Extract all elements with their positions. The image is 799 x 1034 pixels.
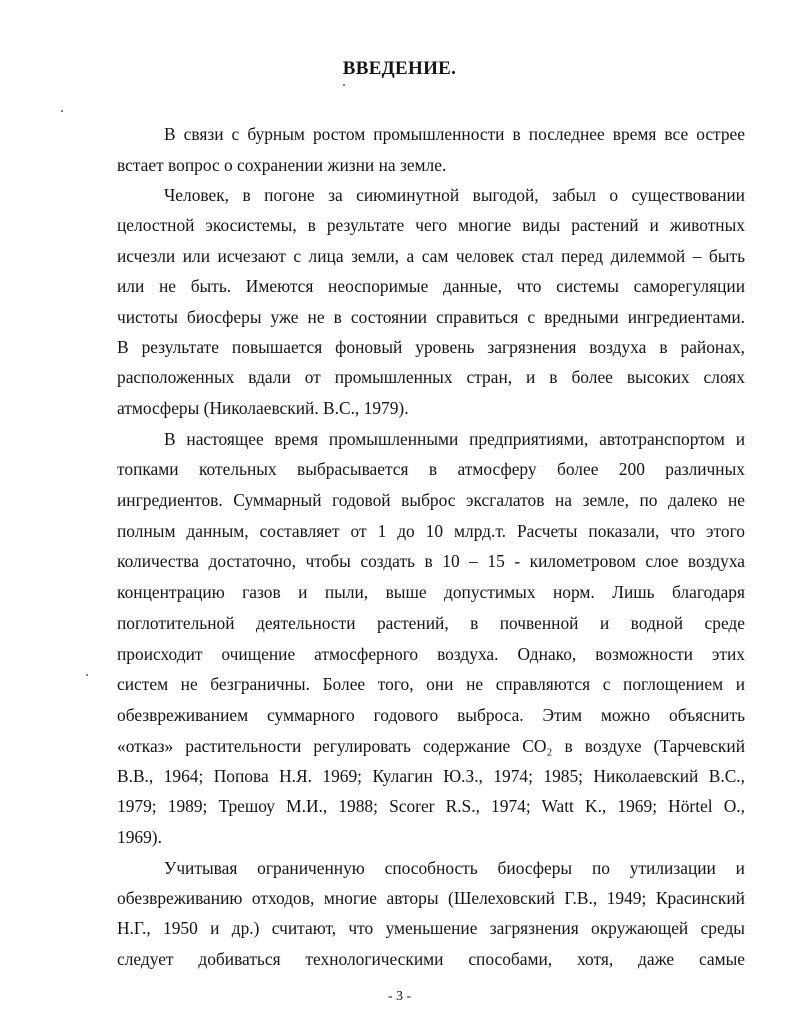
page-number: - 3 - [387, 989, 412, 1004]
text-line: обезвреживанием суммарного годового выброса. Этим можно объяснить [117, 705, 745, 725]
scan-speck [343, 84, 345, 86]
text-line: «отказ» растительности регулировать содержание СО₂ в воздухе (Тарчевский [117, 736, 745, 756]
text-line: чистоты биосферы уже не в состоянии справиться с вредными ингредиентами. [117, 307, 745, 327]
text-line: Человек, в погоне за сиюминутной выгодой, забыл о существовании [164, 185, 745, 205]
text-line: исчезли или исчезают с лица земли, а сам человек стал перед дилеммой – быть [117, 246, 745, 266]
text-line: концентрацию газов и пыли, выше допустимых норм. Лишь благодаря [117, 582, 745, 602]
text-line: В связи с бурным ростом промышленности в последнее время все острее [164, 124, 745, 144]
text-line: количества достаточно, чтобы создать в 10 – 15 - километровом слое воздуха [117, 551, 745, 571]
text-line: или не быть. Имеются неоспоримые данные, что системы саморегуляции [117, 276, 745, 296]
scan-speck [61, 110, 63, 112]
text-line: систем не безграничны. Более того, они не справляются с поглощением и [117, 674, 745, 694]
text-line: В настоящее время промышленными предприятиями, автотранспортом и [164, 429, 745, 449]
page-title: ВВЕДЕНИЕ. [342, 58, 457, 79]
text-line: целостной экосистемы, в результате чего многие виды растений и животных [117, 215, 745, 235]
text-line: 1979; 1989; Трешоу М.И., 1988; Scorer R.S., 1974; Watt K., 1969; Hörtel O., [117, 796, 745, 816]
text-line: атмосферы (Николаевский. В.С., 1979). [117, 398, 409, 418]
text-line: следует добиваться технологическими способами, хотя, даже самые [117, 949, 745, 969]
text-line: расположенных вдали от промышленных стран, и в более высоких слоях [117, 367, 745, 387]
text-line: встает вопрос о сохранении жизни на земле. [117, 155, 447, 175]
text-line: происходит очищение атмосферного воздуха. Однако, возможности этих [117, 644, 745, 664]
text-line: топками котельных выбрасывается в атмосферу более 200 различных [117, 459, 745, 479]
text-line: Учитывая ограниченную способность биосферы по утилизации и [164, 858, 745, 878]
text-line: 1969). [117, 827, 162, 847]
text-line: Н.Г., 1950 и др.) считают, что уменьшение загрязнения окружающей среды [117, 918, 745, 938]
text-line: поглотительной деятельности растений, в почвенной и водной среде [117, 613, 745, 633]
scan-speck [86, 674, 88, 676]
text-line: В результате повышается фоновый уровень загрязнения воздуха в районах, [117, 337, 745, 357]
text-line: ингредиентов. Суммарный годовой выброс эксгалатов на земле, по далеко не [117, 490, 745, 510]
text-line: полным данным, составляет от 1 до 10 млрд.т. Расчеты показали, что этого [117, 521, 745, 541]
text-line: обезвреживанию отходов, многие авторы (Шелеховский Г.В., 1949; Красинский [117, 888, 745, 908]
text-line: В.В., 1964; Попова Н.Я. 1969; Кулагин Ю.З., 1974; 1985; Николаевский В.С., [117, 766, 745, 786]
